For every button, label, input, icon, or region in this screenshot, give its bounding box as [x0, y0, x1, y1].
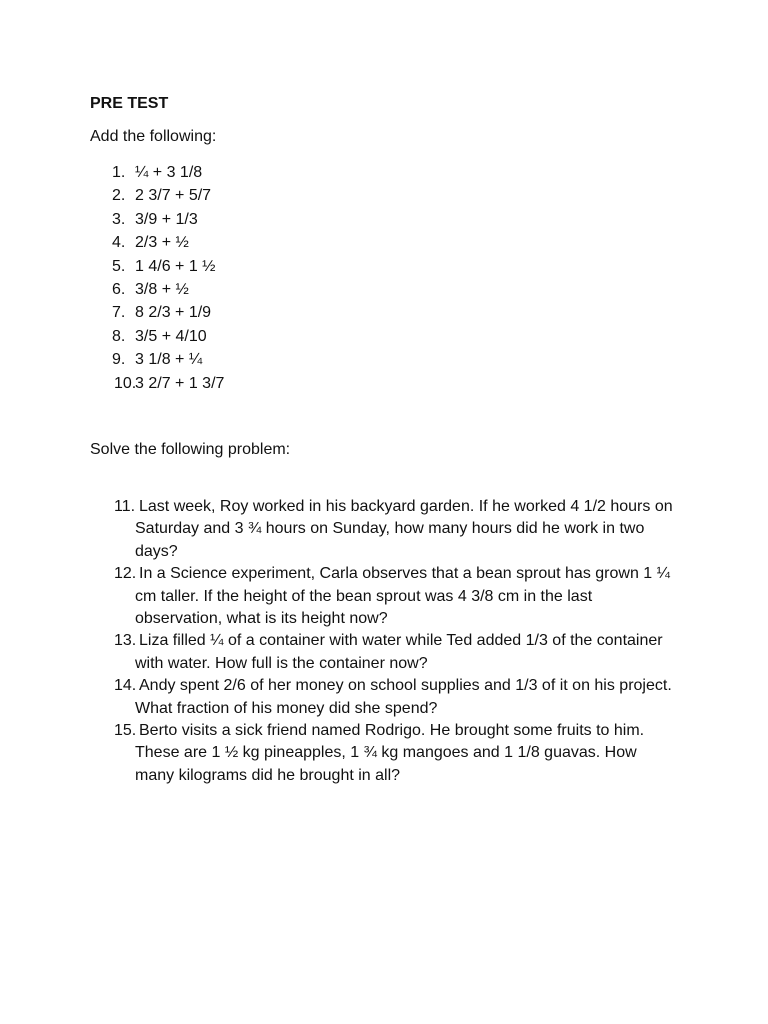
list-item [0, 496, 768, 563]
item-number: 11. [114, 498, 136, 515]
item-number: 10. [114, 374, 137, 392]
item-number: 6. [112, 280, 126, 298]
item-expression: 2/3 + ½ [135, 234, 189, 252]
item-expression: 3 2/7 + 1 3/7 [135, 374, 225, 392]
item-expression: 1 4/6 + 1 ½ [135, 257, 216, 275]
addition-instruction: Add the following: [90, 128, 217, 145]
item-number: 1. [112, 164, 126, 181]
problem-text: Berto visits a sick friend named Rodrigo. He brought some fruits to him. These are 1 ½ kg pineapples, 1 ¾ kg mangoes and 1 1/8 guavas. How many kilograms did he brought in all? [135, 722, 645, 784]
item-number: 7. [112, 304, 126, 322]
item-number: 12. [114, 565, 137, 583]
problem-text: Liza filled ¼ of a container with water while Ted added 1/3 of the container with water. How full is the container now? [135, 632, 663, 672]
word-problem-list [0, 496, 768, 787]
list-item [0, 630, 768, 675]
item-expression: 8 2/3 + 1/9 [135, 304, 212, 322]
item-number: 9. [112, 351, 126, 369]
item-number: 3. [112, 210, 126, 228]
document-title: PRE TEST [90, 95, 169, 112]
item-expression: 3/8 + ½ [135, 280, 189, 298]
item-number: 2. [112, 187, 126, 205]
item-expression: 3 1/8 + ¼ [135, 351, 203, 369]
item-expression: 3/9 + 1/3 [135, 210, 198, 228]
item-number: 14. [114, 677, 137, 695]
problem-text: Last week, Roy worked in his backyard garden. If he worked 4 1/2 hours on Saturday and 3 ¾ hours on Sunday, how many hours did he work in two days? [135, 498, 673, 560]
problem-text: Andy spent 2/6 of her money on school supplies and 1/3 of it on his project. What fraction of his money did she spend? [135, 677, 672, 717]
item-expression: ¼ + 3 1/8 [135, 164, 203, 181]
item-expression: 2 3/7 + 5/7 [135, 187, 212, 205]
list-item [0, 563, 768, 630]
problem-text: In a Science experiment, Carla observes that a bean sprout has grown 1 ¼ cm taller. If the height of the bean sprout was 4 3/8 cm in the last observation, what is its height now? [135, 565, 670, 628]
item-number: 13. [114, 632, 137, 650]
problem-instruction: Solve the following problem: [90, 441, 291, 458]
list-item [0, 720, 768, 787]
item-expression: 3/5 + 4/10 [135, 327, 207, 345]
item-number: 15. [114, 722, 137, 740]
item-number: 5. [112, 257, 126, 275]
item-number: 8. [112, 327, 126, 345]
item-number: 4. [112, 234, 126, 252]
list-item [0, 675, 768, 720]
